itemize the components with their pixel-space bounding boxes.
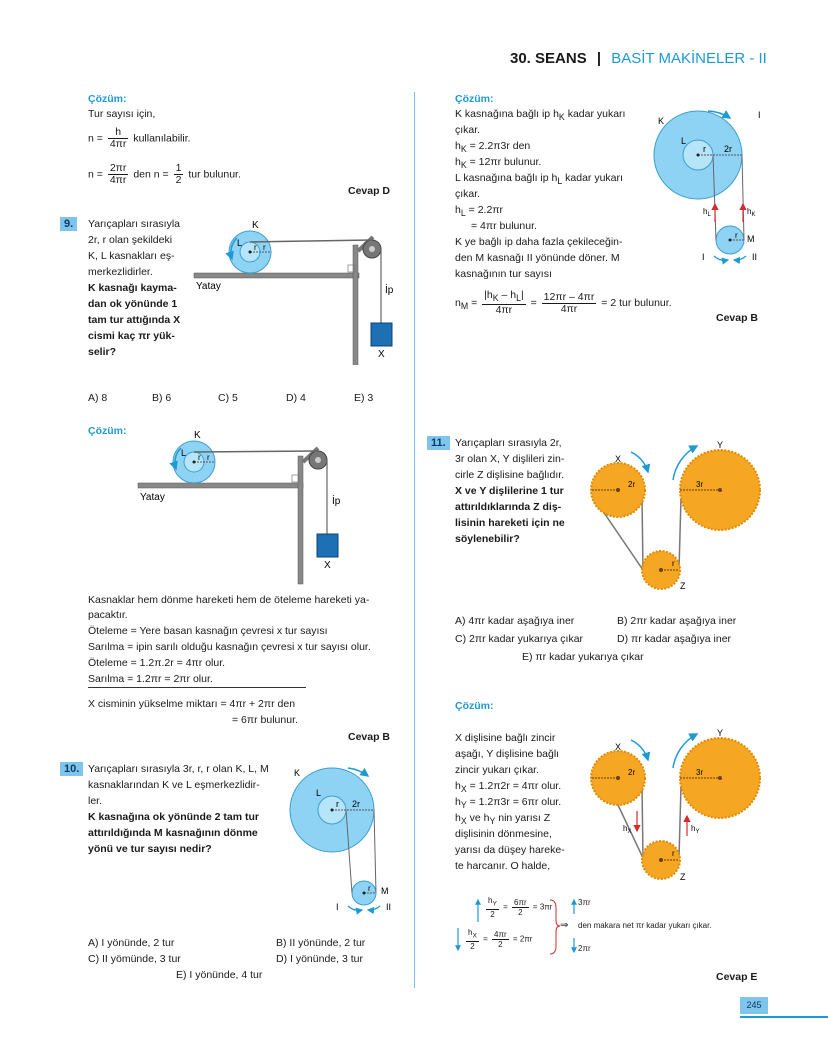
svg-text:r: r xyxy=(254,243,257,252)
kasnak-figure-solution xyxy=(650,100,770,270)
pulley-figure-solution xyxy=(134,426,354,586)
svg-text:3r: 3r xyxy=(696,480,704,489)
svg-text:r: r xyxy=(672,849,675,858)
option-a[interactable]: A) I yönünde, 2 tur xyxy=(88,937,175,949)
formula-line: n = $\frac{h}{4\pi r}$ kullanılabilir. xyxy=(88,126,191,150)
svg-text:K: K xyxy=(658,116,665,126)
svg-text:2r: 2r xyxy=(352,799,361,809)
svg-text:r: r xyxy=(672,559,675,568)
answer-label: Cevap E xyxy=(716,971,758,983)
svg-text:I: I xyxy=(758,110,761,120)
option-a[interactable]: A) 8 xyxy=(88,392,108,404)
label-x: X xyxy=(378,349,385,360)
option-e[interactable]: E) 3 xyxy=(354,392,374,404)
option-a[interactable]: A) 4πr kadar aşağıya iner xyxy=(455,615,575,627)
svg-text:L: L xyxy=(681,136,687,146)
page-header xyxy=(510,50,767,67)
answer-label: Cevap B xyxy=(716,312,759,324)
option-e[interactable]: E) I yönünde, 4 tur xyxy=(176,969,263,981)
svg-text:L: L xyxy=(316,788,322,798)
svg-text:K: K xyxy=(194,430,201,441)
answer-label: Cevap B xyxy=(348,731,391,743)
solution-title: Çözüm: xyxy=(455,700,494,712)
option-c[interactable]: C) 2πr kadar yukarıya çıkar xyxy=(455,633,584,645)
solution-title: Çözüm: xyxy=(455,93,494,105)
formula-block: $\frac{h_Y}{2}$ = $\frac{6\pi r}{2}$ = 3πr $\frac{h_X}{2}$ = $\frac{4\pi r}{2}$ = 2πr ⇒ 3πr 2πr den makara net πr kadar yukarı çıkar. xyxy=(468,896,712,953)
svg-text:Y: Y xyxy=(717,440,724,450)
answer-label: Cevap D xyxy=(348,185,391,197)
svg-text:hX: $h_X$ xyxy=(623,824,632,835)
svg-text:Y: Y xyxy=(717,728,724,738)
svg-text:Yatay: Yatay xyxy=(140,492,165,503)
option-d[interactable]: D) I yönünde, 3 tur xyxy=(276,953,363,965)
svg-text:X: X xyxy=(324,560,331,571)
option-c[interactable]: C) II yömünde, 3 tur xyxy=(88,953,181,965)
svg-text:hK: $h_K$ xyxy=(747,207,756,218)
svg-text:r: r xyxy=(263,243,266,252)
svg-text:I: I xyxy=(702,252,705,262)
svg-text:İp: İp xyxy=(332,496,341,507)
result-line: X cisminin yükselme miktarı = 4πr + 2πr den xyxy=(88,698,296,710)
svg-text:2r: 2r xyxy=(628,768,636,777)
kasnak-figure xyxy=(288,760,408,920)
option-b[interactable]: B) 6 xyxy=(152,392,172,404)
label-k: K xyxy=(252,220,259,231)
label-ip: İp xyxy=(385,285,394,296)
question-number: 10. xyxy=(60,762,83,776)
svg-text:M: M xyxy=(381,886,389,896)
label-l: L xyxy=(237,238,243,248)
svg-text:hY: $h_Y$ xyxy=(691,824,700,835)
option-b[interactable]: B) II yönünde, 2 tur xyxy=(276,937,366,949)
svg-text:I: I xyxy=(336,902,339,912)
svg-text:II: II xyxy=(752,252,758,262)
solution-text: Tur sayısı için, xyxy=(88,108,156,120)
svg-text:K: K xyxy=(294,768,301,778)
svg-text:3r: 3r xyxy=(696,768,704,777)
label-yatay: Yatay xyxy=(196,281,221,292)
solution-title: Çözüm: xyxy=(88,425,127,437)
svg-text:r: r xyxy=(336,799,339,809)
divider-rule xyxy=(88,687,306,688)
option-c[interactable]: C) 5 xyxy=(218,392,238,404)
svg-text:2r: 2r xyxy=(628,480,636,489)
gear-figure xyxy=(585,440,770,595)
svg-text:2r: 2r xyxy=(724,144,733,154)
option-e[interactable]: E) πr kadar yukarıya çıkar xyxy=(522,651,644,663)
svg-text:r: r xyxy=(703,144,706,154)
result-line: = 6πr bulunur. xyxy=(232,714,298,726)
svg-text:II: II xyxy=(386,902,392,912)
gear-figure-solution xyxy=(585,728,770,888)
svg-text:M: M xyxy=(747,234,755,244)
page-number: 245 xyxy=(740,997,768,1014)
svg-text:X: X xyxy=(615,742,622,752)
option-d[interactable]: D) πr kadar aşağıya iner xyxy=(617,633,732,645)
svg-text:L: L xyxy=(181,448,187,458)
formula-line: n = $\frac{2\pi r}{4\pi r}$ den n = $\frac{1}{2}$ tur bulunur. xyxy=(88,162,241,186)
svg-text:r: r xyxy=(207,453,210,462)
seans-label: 30. SEANS xyxy=(510,50,587,67)
topic-title: BASİT MAKİNELER - II xyxy=(611,50,767,67)
question-number: 9. xyxy=(60,217,77,231)
header-separator: | xyxy=(596,50,602,67)
svg-text:r: r xyxy=(368,884,371,893)
svg-text:r: r xyxy=(198,453,201,462)
footer-rule xyxy=(740,1016,828,1018)
option-d[interactable]: D) 4 xyxy=(286,392,306,404)
question-number: 11. xyxy=(427,436,450,450)
svg-text:r: r xyxy=(735,231,738,240)
svg-text:Z: Z xyxy=(680,872,686,882)
svg-text:hL: $h_L$ xyxy=(703,207,711,218)
svg-text:X: X xyxy=(615,454,622,464)
column-divider xyxy=(414,92,415,988)
svg-text:Z: Z xyxy=(680,581,686,591)
solution-title: Çözüm: xyxy=(88,93,127,105)
pulley-figure xyxy=(190,215,410,365)
option-b[interactable]: B) 2πr kadar aşağıya iner xyxy=(617,615,737,627)
